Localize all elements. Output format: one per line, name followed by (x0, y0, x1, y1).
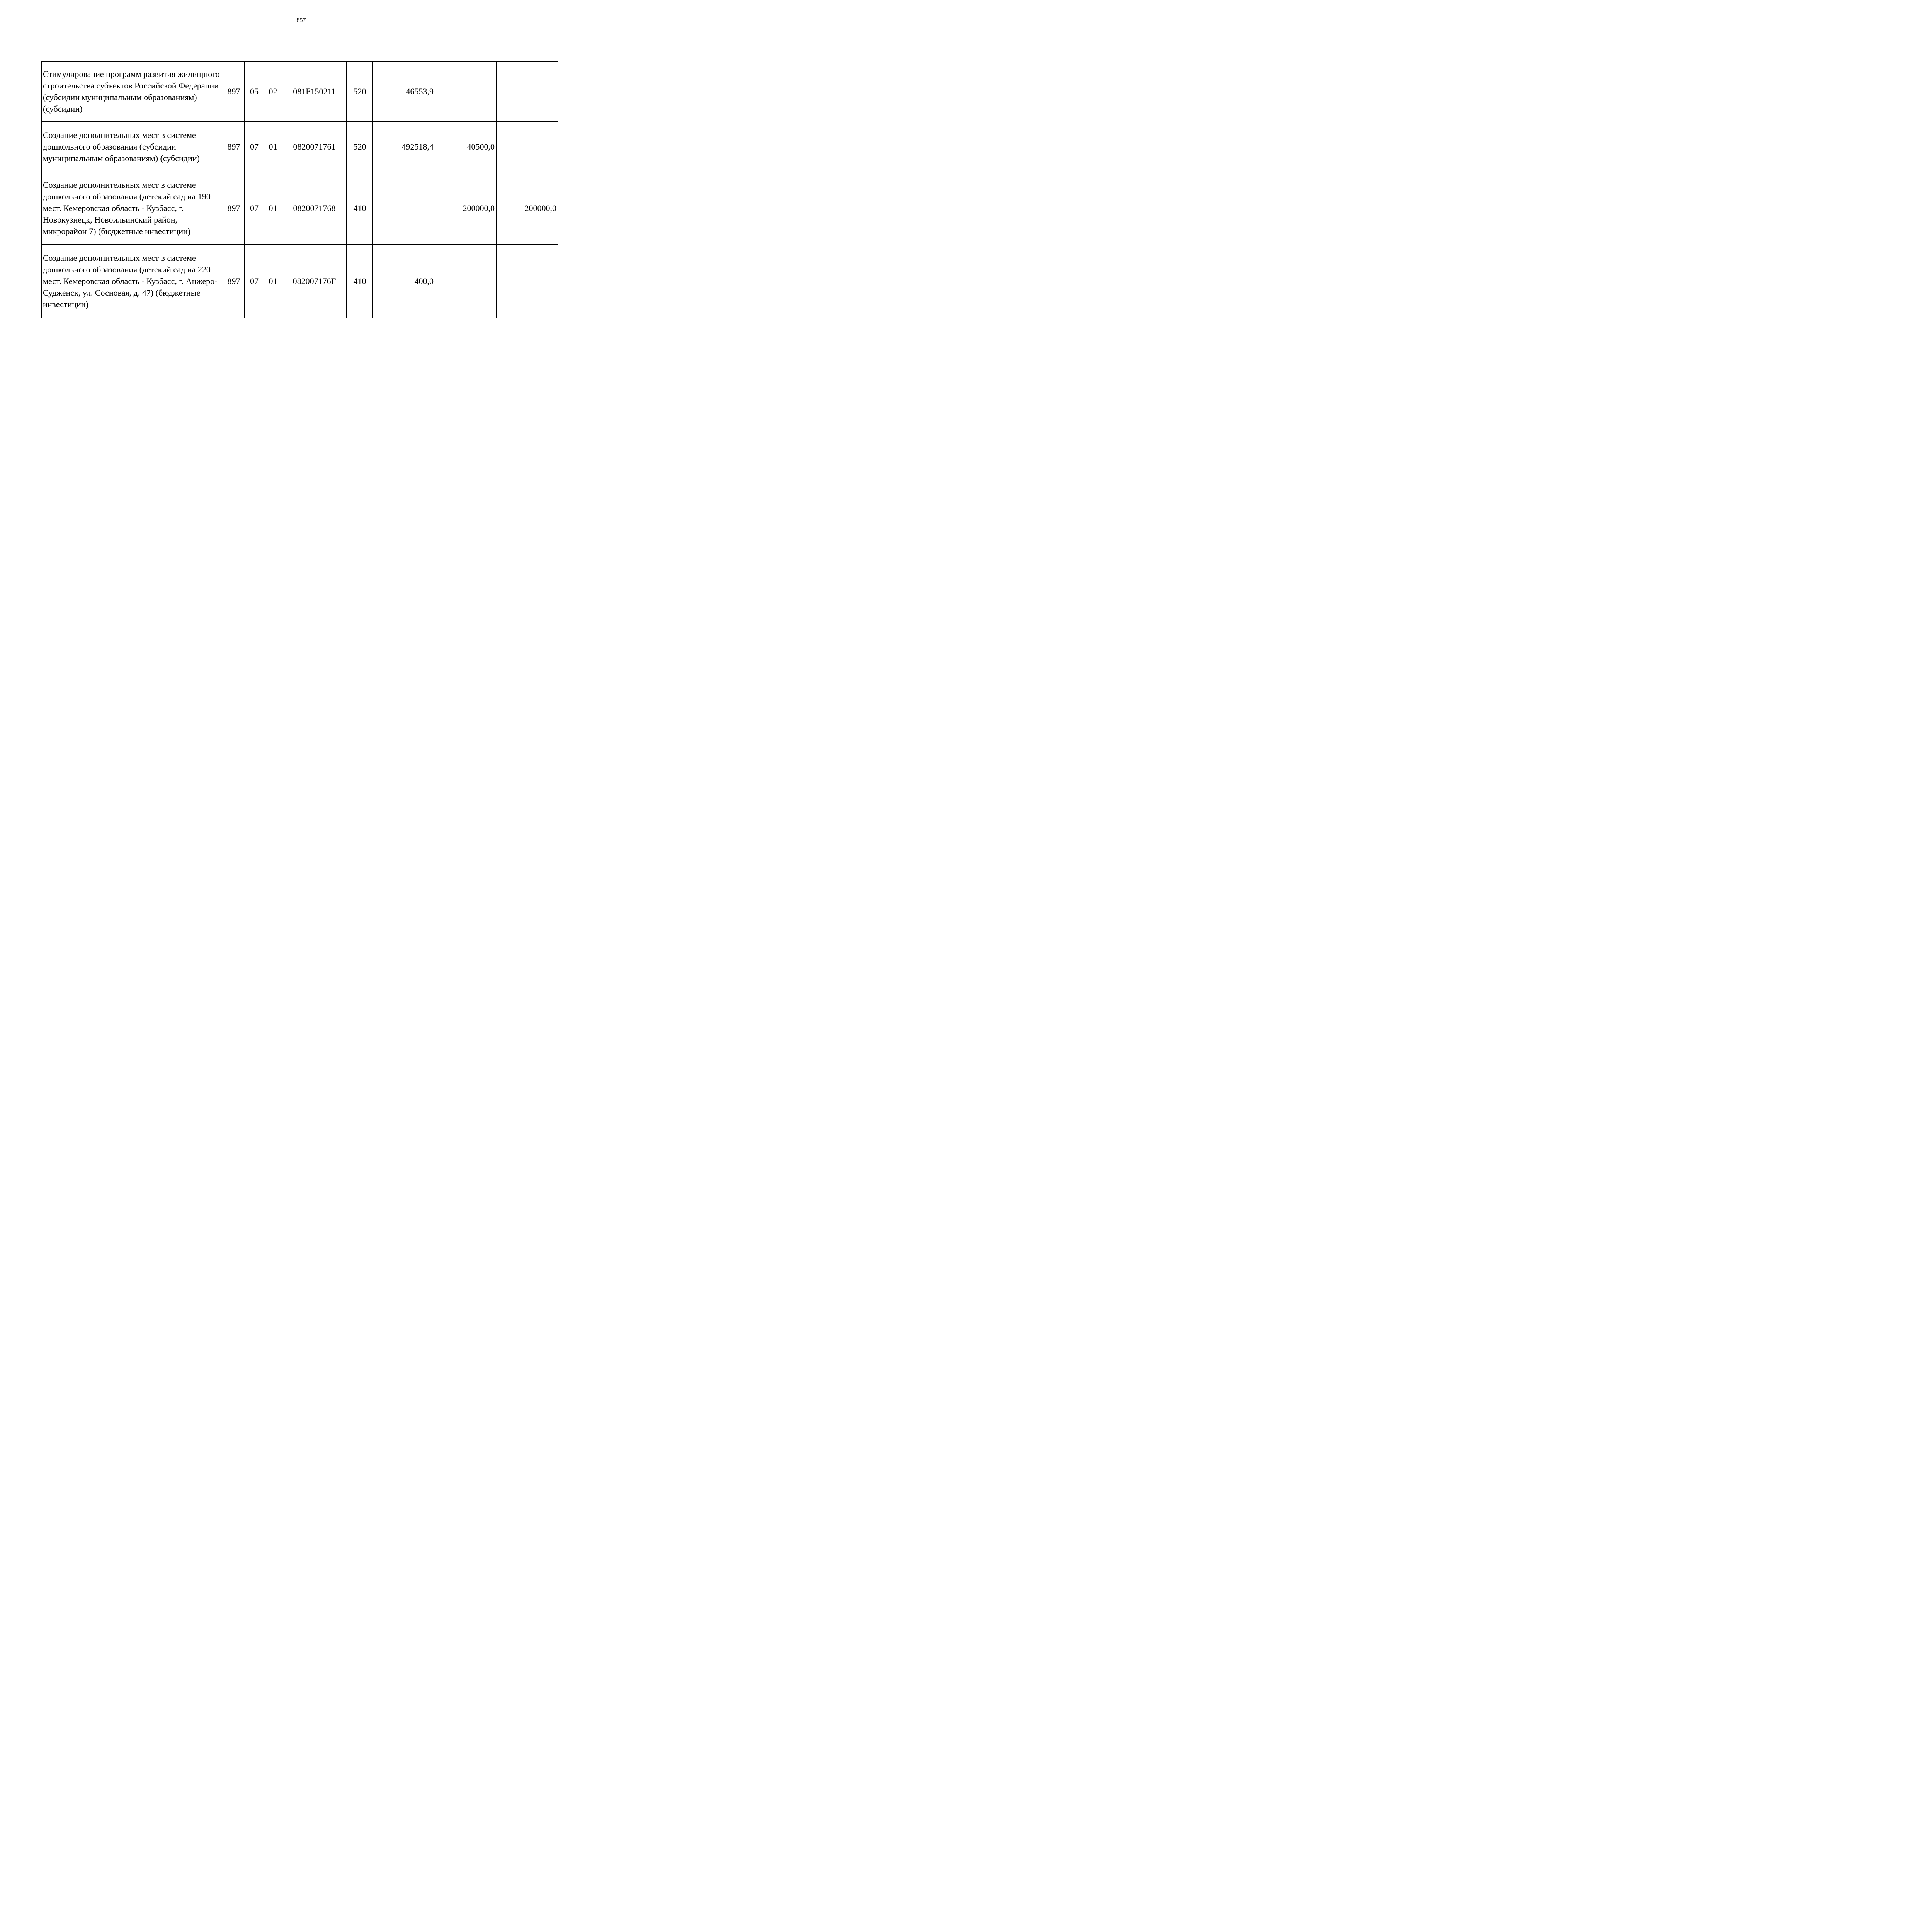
expense-type-code: 410 (347, 172, 373, 245)
target-article-code: 082007176Г (282, 245, 347, 318)
row-description: Создание дополнительных мест в системе дошкольного образования (субсидии муниципальным образованиям) (субсидии) (41, 122, 223, 172)
budget-table (41, 61, 558, 318)
target-article-code: 0820071768 (282, 172, 347, 245)
amount-3 (496, 122, 558, 172)
ministry-code: 897 (223, 61, 245, 122)
expense-type-code: 520 (347, 122, 373, 172)
row-description: Стимулирование программ развития жилищного строительства субъектов Российской Федерации (субсидии муниципальным образованиям) (субсидии) (41, 61, 223, 122)
section-code: 07 (245, 172, 264, 245)
amount-3 (496, 61, 558, 122)
target-article-code: 081F150211 (282, 61, 347, 122)
table-row (41, 245, 558, 318)
expense-type-code: 520 (347, 61, 373, 122)
table-row (41, 122, 558, 172)
section-code: 07 (245, 245, 264, 318)
ministry-code: 897 (223, 172, 245, 245)
section-code: 07 (245, 122, 264, 172)
subsection-code: 01 (264, 245, 282, 318)
amount-2 (435, 245, 496, 318)
amount-2 (435, 61, 496, 122)
target-article-code: 0820071761 (282, 122, 347, 172)
row-description: Создание дополнительных мест в системе дошкольного образования (детский сад на 190 мест. Кемеровская область - Кузбасс, г. Новокузнецк, Новоильинский район, микрорайон 7) (бюджетные инвестиции) (41, 172, 223, 245)
amount-2: 200000,0 (435, 172, 496, 245)
amount-1: 400,0 (373, 245, 435, 318)
amount-1: 492518,4 (373, 122, 435, 172)
amount-1 (373, 172, 435, 245)
page-number: 857 (296, 17, 306, 24)
ministry-code: 897 (223, 122, 245, 172)
row-description: Создание дополнительных мест в системе дошкольного образования (детский сад на 220 мест. Кемеровская область - Кузбасс, г. Анжеро-Судженск, ул. Сосновая, д. 47) (бюджетные инвестиции) (41, 245, 223, 318)
amount-1: 46553,9 (373, 61, 435, 122)
amount-3: 200000,0 (496, 172, 558, 245)
subsection-code: 01 (264, 122, 282, 172)
section-code: 05 (245, 61, 264, 122)
table-row (41, 172, 558, 245)
subsection-code: 01 (264, 172, 282, 245)
amount-2: 40500,0 (435, 122, 496, 172)
ministry-code: 897 (223, 245, 245, 318)
subsection-code: 02 (264, 61, 282, 122)
table-row (41, 61, 558, 122)
expense-type-code: 410 (347, 245, 373, 318)
amount-3 (496, 245, 558, 318)
